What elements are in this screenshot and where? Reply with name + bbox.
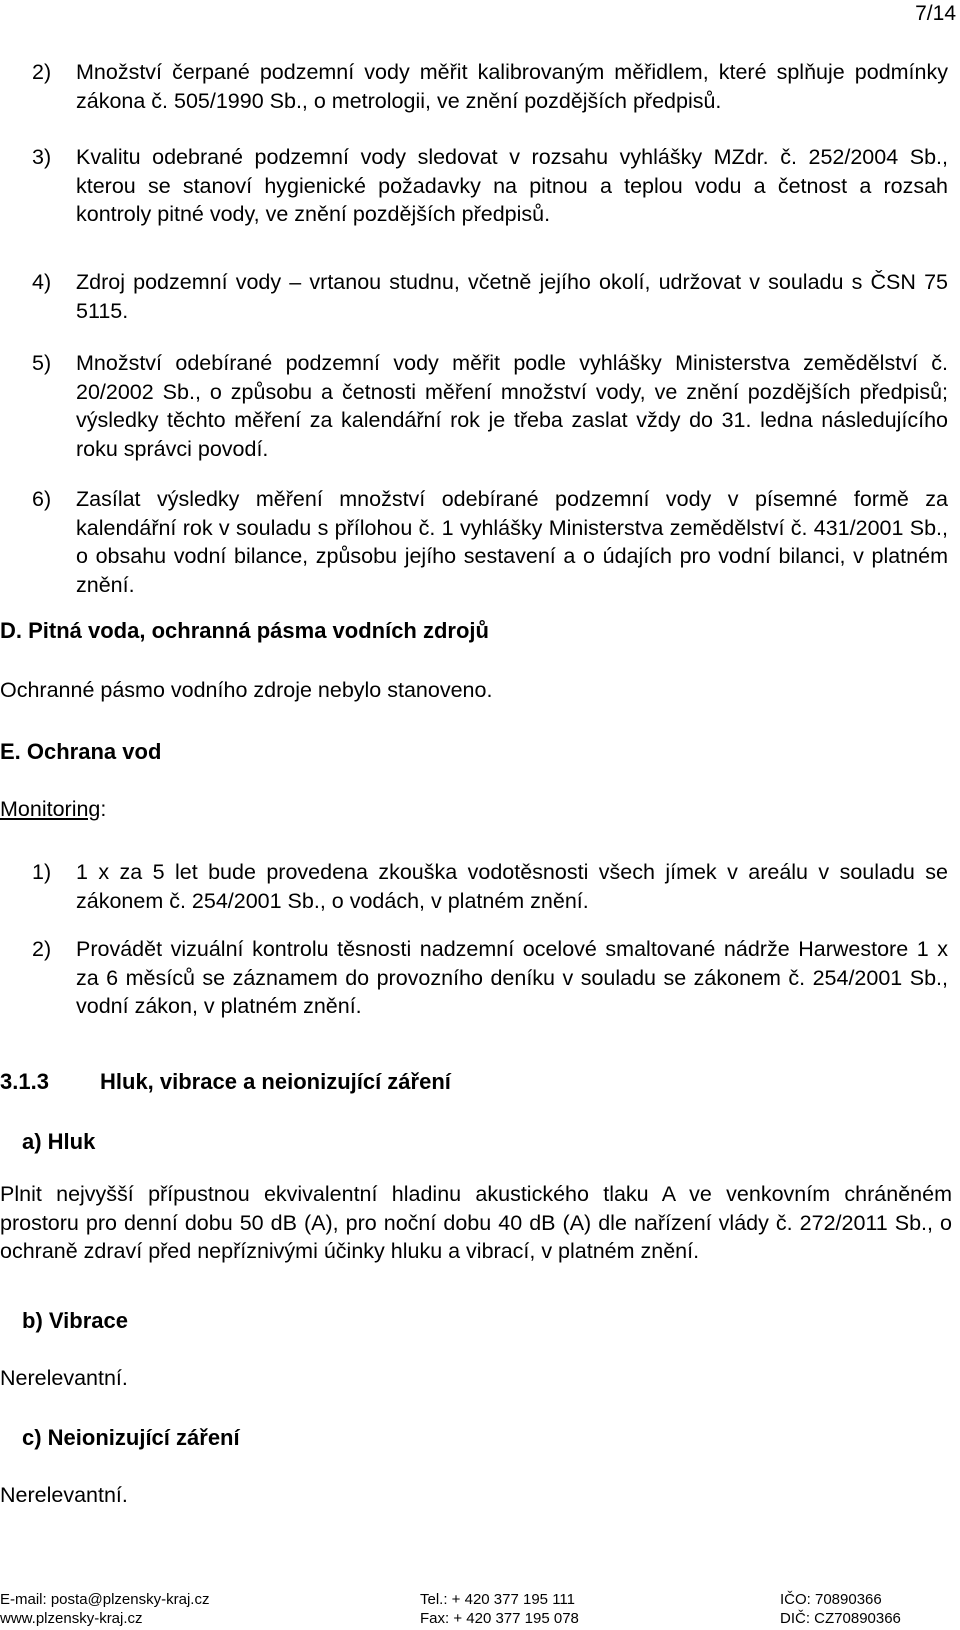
list-item xyxy=(32,268,948,325)
subsection-a-heading: a) Hluk xyxy=(22,1129,96,1154)
list-item-number: 5) xyxy=(32,351,52,375)
subsection-b-text: Nerelevantní. xyxy=(0,1366,128,1390)
footer-web: www.plzensky-kraj.cz xyxy=(0,1610,143,1627)
monitoring-label: Monitoring xyxy=(0,797,101,821)
footer-tel: Tel.: + 420 377 195 111 xyxy=(420,1591,575,1608)
footer-dic: DIČ: CZ70890366 xyxy=(780,1610,901,1627)
list-item-number: 6) xyxy=(32,487,52,511)
list-item-text: Zasílat výsledky měření množství odebírané podzemní vody v písemné formě za kalendářní rok v souladu s přílohou č. 1 vyhlášky Ministerstva zemědělství č. 431/2001 Sb., o obsahu vodní bilance, způsobu jejího sestavení a o údajích pro vodní bilanci, v platném znění. xyxy=(76,487,948,597)
monitoring-colon: : xyxy=(100,797,107,821)
footer-ico: IČO: 70890366 xyxy=(780,1591,882,1608)
subsection-a-text: Plnit nejvyšší přípustnou ekvivalentní hladinu akustického tlaku A ve venkovním chráněném prostoru pro denní dobu 50 dB (A), pro noční dobu 40 dB (A) dle nařízení vlády č. 272/2011 Sb., o ochraně zdraví před nepříznivými účinky hluku a vibrací, v platném znění. xyxy=(0,1182,952,1263)
section-313-number: 3.1.3 xyxy=(0,1069,49,1094)
list-item xyxy=(32,58,948,115)
list-item-number: 3) xyxy=(32,145,52,169)
list-item-text: 1 x za 5 let bude provedena zkouška vodotěsnosti všech jímek v areálu v souladu se zákonem č. 254/2001 Sb., o vodách, v platném znění. xyxy=(76,860,948,913)
list-item xyxy=(32,858,948,915)
list-item-text: Zdroj podzemní vody – vrtanou studnu, včetně jejího okolí, udržovat v souladu s ČSN 75 5115. xyxy=(76,270,948,323)
section-d-text: Ochranné pásmo vodního zdroje nebylo stanoveno. xyxy=(0,678,493,702)
footer-contact-web xyxy=(0,1590,209,1628)
section-d-heading: D. Pitná voda, ochranná pásma vodních zdrojů xyxy=(0,618,489,643)
page-number: 7/14 xyxy=(915,2,956,25)
list-item xyxy=(32,349,948,463)
monitoring-label-line xyxy=(0,795,952,824)
list-item-number: 1) xyxy=(32,860,52,884)
list-item-text: Množství odebírané podzemní vody měřit podle vyhlášky Ministerstva zemědělství č. 20/2002 Sb., o způsobu a četnosti měření množství vody, ve znění pozdějších předpisů; výsledky těchto měření za kalendářní rok je třeba zaslat vždy do 31. ledna následujícího roku správci povodí. xyxy=(76,351,948,461)
list-item xyxy=(32,143,948,229)
footer-fax: Fax: + 420 377 195 078 xyxy=(420,1610,579,1627)
subsection-c-heading: c) Neionizující záření xyxy=(22,1425,240,1450)
footer-phone xyxy=(420,1590,579,1628)
list-item-text: Kvalitu odebrané podzemní vody sledovat v rozsahu vyhlášky MZdr. č. 252/2004 Sb., kterou se stanoví hygienické požadavky na pitnou a teplou vodu a četnost a rozsah kontroly pitné vody, ve znění pozdějších předpisů. xyxy=(76,145,948,226)
subsection-c-text: Nerelevantní. xyxy=(0,1483,128,1507)
footer-ids xyxy=(780,1590,901,1628)
list-item-number: 4) xyxy=(32,270,52,294)
list-item-text: Provádět vizuální kontrolu těsnosti nadzemní ocelové smaltované nádrže Harwestore 1 x za 6 měsíců se záznamem do provozního deníku v souladu se zákonem č. 254/2001 Sb., vodní zákon, v platném znění. xyxy=(76,937,948,1018)
section-313-heading xyxy=(0,1067,451,1097)
subsection-b-heading: b) Vibrace xyxy=(22,1308,128,1333)
list-item-number: 2) xyxy=(32,60,52,84)
section-e-heading: E. Ochrana vod xyxy=(0,739,162,764)
section-313-title: Hluk, vibrace a neionizující záření xyxy=(100,1069,451,1094)
list-item-number: 2) xyxy=(32,937,52,961)
footer-email: E-mail: posta@plzensky-kraj.cz xyxy=(0,1591,210,1608)
list-item-text: Množství čerpané podzemní vody měřit kalibrovaným měřidlem, které splňuje podmínky zákona č. 505/1990 Sb., o metrologii, ve znění pozdějších předpisů. xyxy=(76,60,948,113)
list-item xyxy=(32,485,948,599)
list-item xyxy=(32,935,948,1021)
